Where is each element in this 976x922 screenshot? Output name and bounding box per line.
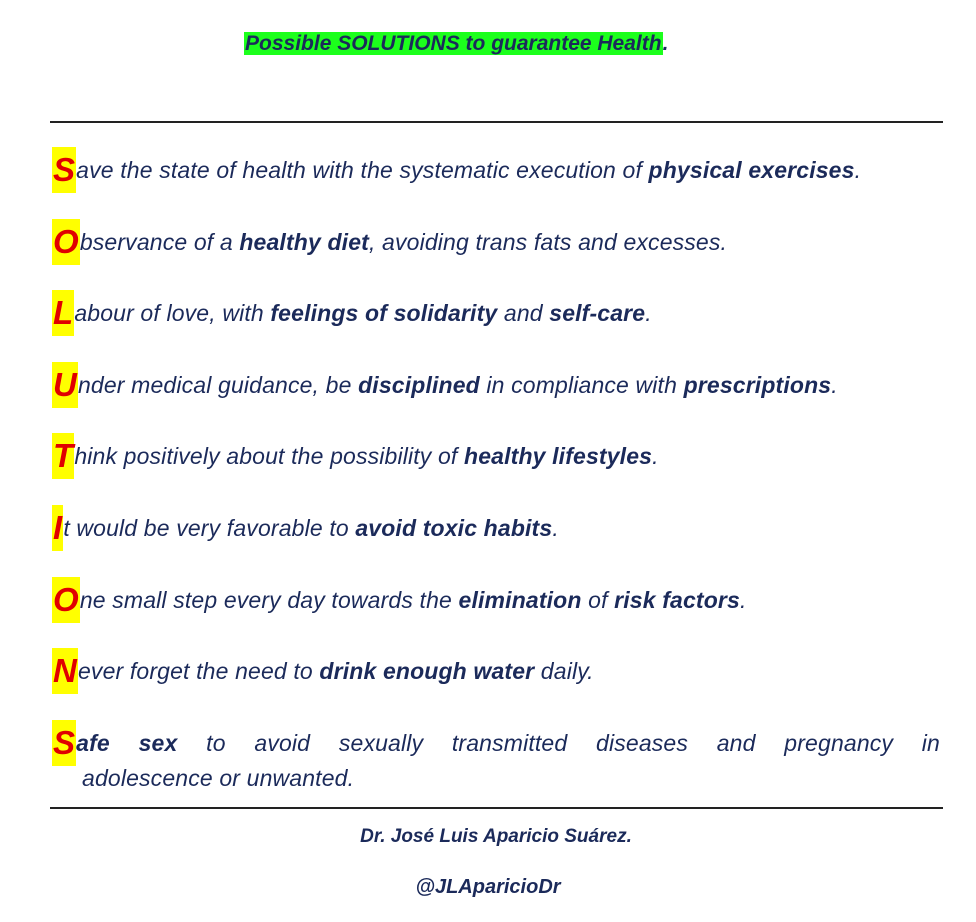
text-segment: , avoiding trans fats and excesses. xyxy=(368,228,728,255)
solution-text xyxy=(52,362,838,408)
bottom-divider xyxy=(50,807,943,809)
emphasis-phrase: afe sex xyxy=(76,729,178,756)
solution-item xyxy=(52,355,940,427)
emphasis-phrase: physical exercises xyxy=(648,157,855,183)
solution-item xyxy=(52,426,940,498)
emphasis-phrase: elimination xyxy=(458,586,582,613)
text-segment: bservance of a xyxy=(79,228,240,255)
emphasis-phrase: disciplined xyxy=(358,371,480,398)
acrostic-initial: U xyxy=(52,362,78,408)
acrostic-initial: O xyxy=(52,219,80,265)
text-segment: and xyxy=(497,300,550,327)
emphasis-phrase: prescriptions xyxy=(683,371,832,398)
emphasis-phrase: healthy lifestyles xyxy=(464,443,653,470)
document-title xyxy=(244,26,668,62)
solution-text xyxy=(52,648,594,694)
text-segment: nder medical guidance, be xyxy=(77,371,359,398)
acrostic-initial: L xyxy=(52,290,74,336)
text-segment: hink positively about the possibility of xyxy=(74,443,465,470)
acrostic-initial: N xyxy=(52,648,78,694)
text-segment: ever forget the need to xyxy=(77,658,320,685)
acrostic-initial: T xyxy=(52,433,74,479)
text-segment: ne small step every day towards the xyxy=(79,586,459,613)
text-segment: . xyxy=(652,443,659,470)
text-segment: . xyxy=(645,300,652,327)
solutions-acrostic-list xyxy=(52,140,940,789)
text-segment: to avoid sexually transmitted diseases and pregnancy in xyxy=(177,729,940,756)
solution-item xyxy=(52,212,940,284)
text-segment: . xyxy=(739,586,747,613)
acrostic-initial: O xyxy=(52,577,80,623)
emphasis-phrase: risk factors xyxy=(614,586,740,613)
solution-text xyxy=(52,290,652,336)
text-segment: in compliance with xyxy=(479,371,684,398)
text-segment: t would be very favorable to xyxy=(63,514,356,541)
acrostic-initial: S xyxy=(52,147,76,193)
solution-text xyxy=(52,147,861,193)
emphasis-phrase: healthy diet xyxy=(239,228,369,255)
solution-item xyxy=(52,498,940,570)
emphasis-phrase: avoid toxic habits xyxy=(355,514,553,541)
top-divider xyxy=(50,121,943,123)
text-segment: . xyxy=(854,157,862,183)
emphasis-phrase: drink enough water xyxy=(319,658,535,685)
text-segment: daily. xyxy=(534,658,594,685)
text-segment: ave the state of health with the systematic execution of xyxy=(76,157,649,183)
text-segment: . xyxy=(831,371,838,398)
solution-text xyxy=(52,577,747,623)
title-highlight: Possible SOLUTIONS to guarantee Health xyxy=(245,32,662,55)
solution-text xyxy=(52,505,559,551)
continuation-text: adolescence or unwanted. xyxy=(82,764,355,791)
solution-item xyxy=(52,570,940,642)
solution-item xyxy=(52,713,940,789)
solution-item xyxy=(52,641,940,713)
solution-item xyxy=(52,140,940,212)
social-handle: @JLAparicioDr xyxy=(415,876,561,898)
text-segment: abour of love, with xyxy=(74,300,271,327)
emphasis-phrase: self-care xyxy=(549,300,646,327)
solution-text xyxy=(52,219,727,265)
text-segment: of xyxy=(581,586,615,613)
text-segment: . xyxy=(552,514,559,541)
author-name: Dr. José Luis Aparicio Suárez. xyxy=(360,826,632,847)
solution-text xyxy=(52,433,659,479)
acrostic-initial: I xyxy=(52,505,63,551)
solution-text xyxy=(52,720,940,796)
acrostic-initial: S xyxy=(52,720,76,766)
solution-item xyxy=(52,283,940,355)
title-tail: . xyxy=(662,32,669,55)
emphasis-phrase: feelings of solidarity xyxy=(270,300,498,327)
